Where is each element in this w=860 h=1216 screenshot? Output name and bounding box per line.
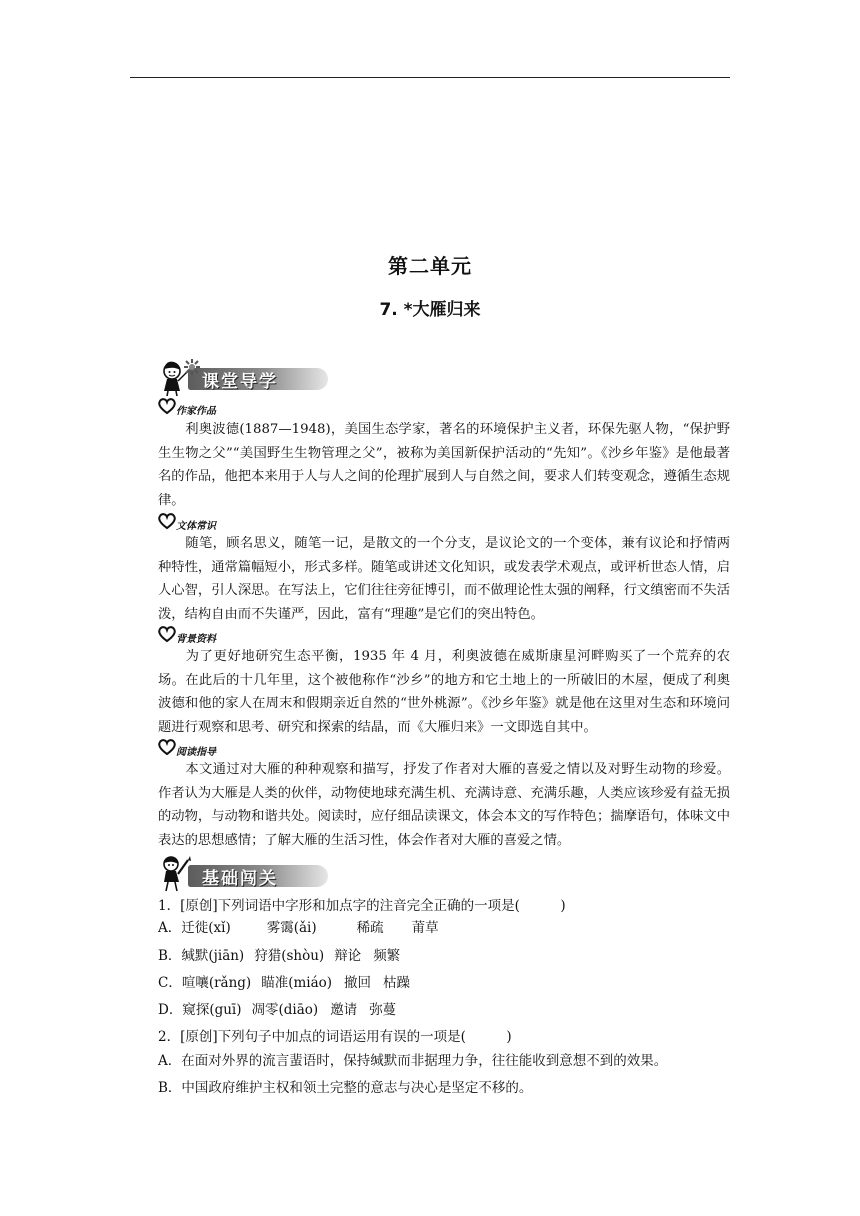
section-banner-basics xyxy=(158,854,333,890)
section-label: 课堂导学 xyxy=(202,372,278,392)
lesson-title: 7. *大雁归来 xyxy=(379,300,481,320)
question-1-stem: 1．[原创]下列词语中字形和加点字的注音完全正确的一项是( ) xyxy=(158,898,566,914)
reading-text: 本文通过对大雁的种种观察和描写，抒发了作者对大雁的喜爱之情以及对野生动物的珍爱。作者认为大雁是人类的伙伴，动物使地球充满生机、充满诗意、充满乐趣，人类应该珍爱有益无损的动物，与动物和谐共处。阅读时，应仔细品读课文，体会本文的写作特色；揣摩语句，体味文中表达的思想感情；了解大雁的生活习性，体会作者对大雁的喜爱之情。 xyxy=(158,762,730,848)
question-1-option-b: B．缄默(jiān) 狩猎(shòu) 辩论 频繁 xyxy=(158,948,401,964)
question-1-option-a: A．迁徙(xǐ) 雾霭(ǎi) 稀疏 莆草 xyxy=(158,920,439,936)
section-label: 基础闯关 xyxy=(202,869,278,889)
heart-icon xyxy=(158,625,176,643)
author-text: 利奥波德(1887—1948)，美国生态学家，著名的环境保护主义者，环保先驱人物，“保护野生生物之父”“美国野生生物管理之父”，被称为美国新保护活动的“先知”。《沙乡年鉴》是他最著名的作品，他把本来用于人与人之间的伦理扩展到人与自然之间，要求人们转变观念，遵循生态规律。 xyxy=(158,422,730,508)
subheading-label: 背景资料 xyxy=(176,634,216,645)
author-paragraph xyxy=(158,418,730,512)
subheading-label: 阅读指导 xyxy=(176,747,216,758)
girl-writing-icon xyxy=(158,854,206,894)
background-paragraph xyxy=(158,645,730,739)
question-2-option-a: A．在面对外界的流言蜚语时，保持缄默而非据理力争，往往能收到意想不到的效果。 xyxy=(158,1053,668,1069)
section-banner-classroom-guide xyxy=(158,357,333,393)
girl-with-flower-icon xyxy=(158,357,206,397)
header-rule xyxy=(130,77,730,78)
question-2-stem: 2．[原创]下列句子中加点的词语运用有误的一项是( ) xyxy=(158,1029,512,1045)
unit-title: 第二单元 xyxy=(388,254,472,278)
question-1-option-c: C．喧嚷(rǎng) 瞄准(miáo) 撤回 枯躁 xyxy=(158,975,411,991)
question-2-option-b: B．中国政府维护主权和领土完整的意志与决心是坚定不移的。 xyxy=(158,1080,533,1096)
reading-paragraph xyxy=(158,758,730,852)
subheading-label: 作家作品 xyxy=(176,406,216,417)
question-1-option-d: D．窥探(guī) 凋零(diāo) 邀请 弥蔓 xyxy=(158,1002,397,1018)
genre-paragraph xyxy=(158,532,730,626)
heart-icon xyxy=(158,512,176,530)
heart-icon xyxy=(158,397,176,415)
heart-icon xyxy=(158,738,176,756)
subheading-label: 文体常识 xyxy=(176,521,216,532)
genre-text: 随笔，顾名思义，随笔一记，是散文的一个分支，是议论文的一个变体，兼有议论和抒情两种特性，通常篇幅短小，形式多样。随笔或讲述文化知识，或发表学术观点，或评析世态人情，启人心智，引人深思。在写法上，它们往往旁征博引，而不做理论性太强的阐释，行文缜密而不失活泼，结构自由而不失谨严，因此，富有“理趣”是它们的突出特色。 xyxy=(158,536,730,622)
background-text: 为了更好地研究生态平衡，1935 年 4 月，利奥波德在威斯康星河畔购买了一个荒弃的农场。在此后的十几年里，这个被他称作“沙乡”的地方和它土地上的一所破旧的木屋，便成了利奥波德和他的家人在周末和假期亲近自然的“世外桃源”。《沙乡年鉴》就是他在这里对生态和环境问题进行观察和思考、研究和探索的结晶，而《大雁归来》一文即选自其中。 xyxy=(158,649,730,735)
